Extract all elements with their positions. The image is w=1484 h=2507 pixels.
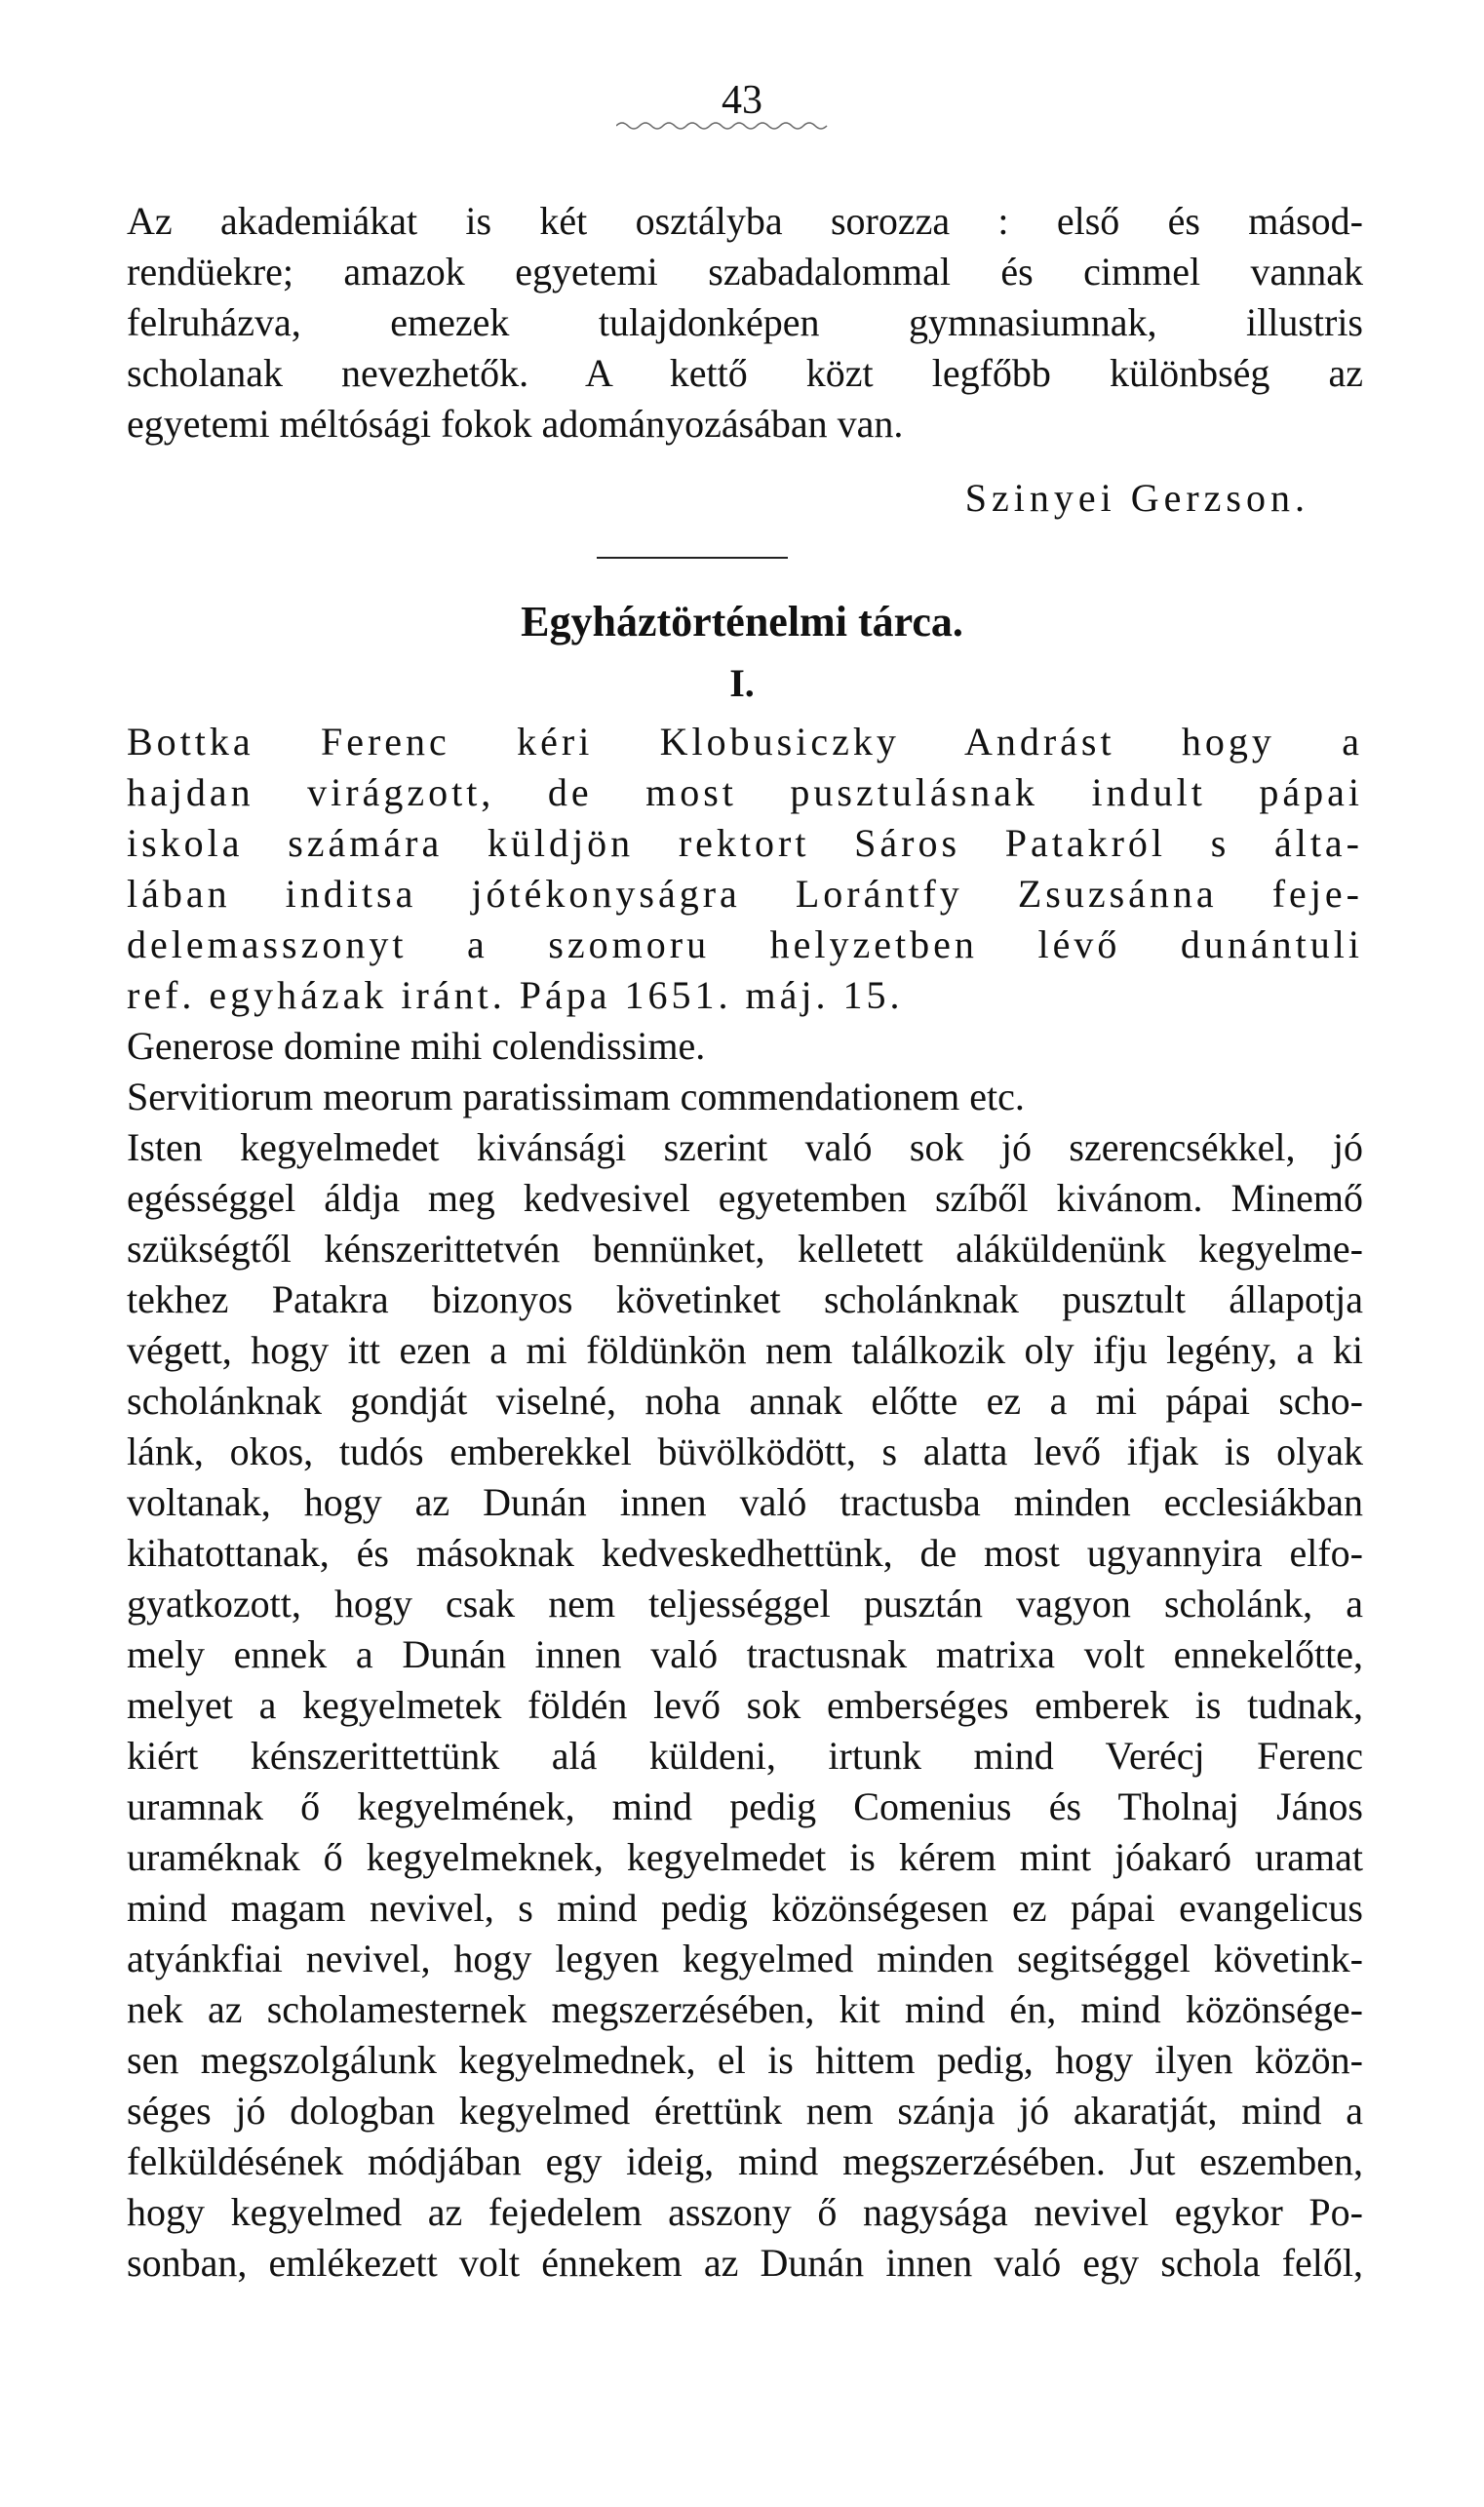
body-line: kihatottanak, és másoknak kedveskedhettünk, de most ugyannyira elfo- (127, 1531, 1363, 1575)
body-line: uramnak ő kegyelmének, mind pedig Comenius és Tholnaj János (127, 1784, 1363, 1828)
body-line: mind magam nevivel, s mind pedig közönségesen ez pápai evangelicus (127, 1886, 1363, 1930)
summary-line: lában inditsa jótékonyságra Lorántfy Zsuzsánna feje- (127, 872, 1363, 916)
intro-line: rendüekre; amazok egyetemi szabadalommal és cimmel vannak (127, 250, 1363, 294)
intro-line: felruházva, emezek tulajdonképen gymnasiumnak, illustris (127, 300, 1363, 344)
body-line: nek az scholamesternek megszerzésében, kit mind én, mind közönsége- (127, 1987, 1363, 2031)
intro-line: Az akademiákat is két osztályba sorozza : első és másod- (127, 199, 1363, 243)
body-line: sonban, emlékezett volt énnekem az Dunán innen való egy schola felől, (127, 2241, 1363, 2285)
body-line: gyatkozott, hogy csak nem teljességgel pusztán vagyon scholánk, a (127, 1582, 1363, 1626)
body-line: mely ennek a Dunán innen való tractusnak matrixa volt ennekelőtte, (127, 1632, 1363, 1676)
salutation-line: Generose domine mihi colendissime. (127, 1024, 706, 1068)
summary-line: delemasszonyt a szomoru helyzetben lévő dunántuli (127, 922, 1363, 966)
body-line: egésséggel áldja meg kedvesivel egyetemben szíből kivánom. Minemő (127, 1176, 1363, 1220)
intro-line: scholanak nevezhetők. A kettő közt legfőbb különbség az (127, 351, 1363, 395)
page-number: 43 (722, 78, 762, 123)
body-line: sen megszolgálunk kegyelmednek, el is hittem pedig, hogy ilyen közön- (127, 2038, 1363, 2082)
body-line: felküldésének módjában egy ideig, mind megszerzésében. Jut eszemben, (127, 2139, 1363, 2183)
intro-line: egyetemi méltósági fokok adományozásában van. (127, 402, 904, 446)
summary-line: ref. egyházak iránt. Pápa 1651. máj. 15. (127, 973, 904, 1017)
summary-line: Bottka Ferenc kéri Klobusiczky Andrást hogy a (127, 720, 1363, 764)
body-line: kiért kénszerittettünk alá küldeni, irtunk mind Verécj Ferenc (127, 1734, 1363, 1778)
body-line: szükségtől kénszerittetvén bennünket, kelletett aláküldenünk kegyelme- (127, 1227, 1363, 1271)
body-line: Isten kegyelmedet kivánsági szerint való sok jó szerencsékkel, jó (127, 1125, 1363, 1169)
body-line: lánk, okos, tudós emberekkel büvölködött, s alatta levő ifjak is olyak (127, 1430, 1363, 1473)
body-line: séges jó dologban kegyelmed érettünk nem szánja jó akaratját, mind a (127, 2089, 1363, 2133)
body-line: hogy kegyelmed az fejedelem asszony ő nagysága nevivel egykor Po- (127, 2190, 1363, 2234)
section-divider (597, 557, 788, 559)
decorative-wavy-rule (616, 119, 831, 133)
body-line: voltanak, hogy az Dunán innen való tractusba minden ecclesiákban (127, 1480, 1363, 1524)
section-number: I. (729, 661, 755, 705)
body-line: uraméknak ő kegyelmeknek, kegyelmedet is kérem mint jóakaró uramat (127, 1835, 1363, 1879)
body-line: atyánkfiai nevivel, hogy legyen kegyelmed minden segitséggel követink- (127, 1937, 1363, 1980)
summary-line: hajdan virágzott, de most pusztulásnak indult pápai (127, 770, 1363, 814)
body-line: tekhez Patakra bizonyos követinket scholánknak pusztult állapotja (127, 1277, 1363, 1321)
body-line: scholánknak gondját viselné, noha annak előtte ez a mi pápai scho- (127, 1379, 1363, 1423)
salutation-line: Servitiorum meorum paratissimam commendationem etc. (127, 1075, 1025, 1118)
author-signature: Szinyei Gerzson. (964, 476, 1309, 520)
body-line: melyet a kegyelmetek földén levő sok emberséges emberek is tudnak, (127, 1683, 1363, 1727)
article-heading: Egyháztörténelmi tárca. (521, 598, 963, 646)
summary-line: iskola számára küldjön rektort Sáros Patakról s álta- (127, 821, 1363, 865)
body-line: végett, hogy itt ezen a mi földünkön nem találkozik oly ifju legény, a ki (127, 1328, 1363, 1372)
